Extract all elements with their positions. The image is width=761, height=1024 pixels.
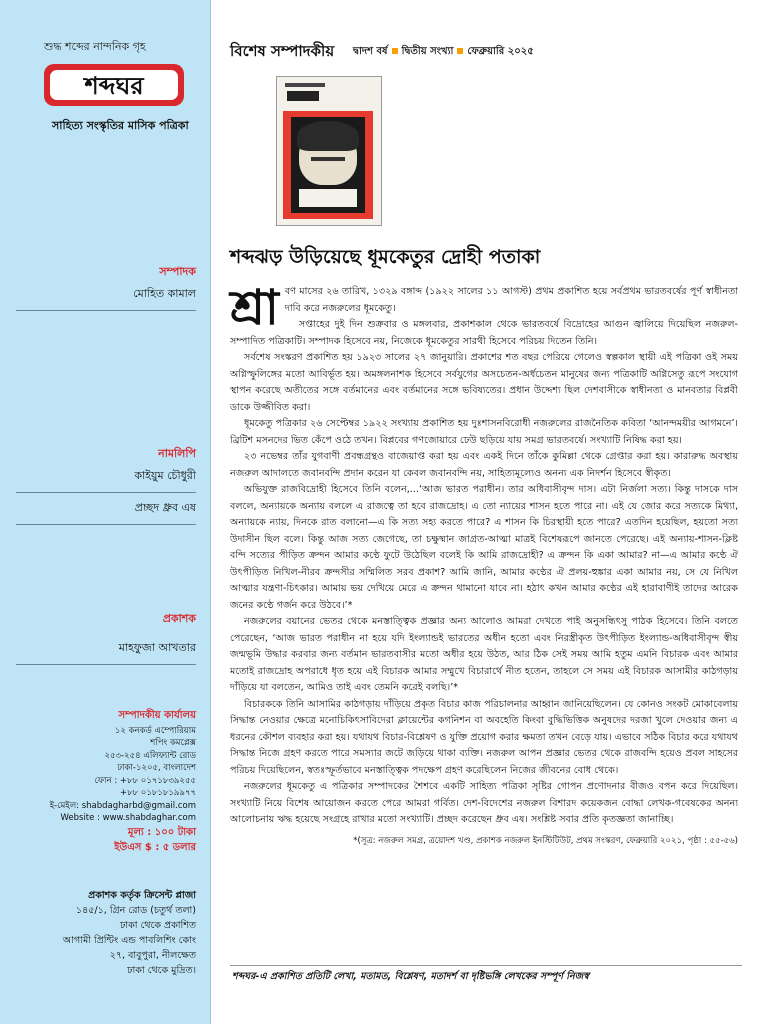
pub-line: ঢাকা থেকে মুদ্রিত। bbox=[127, 965, 196, 976]
office-line: শপিং কমপ্লেক্স bbox=[150, 738, 196, 748]
article-paragraph: সপ্তাহের দুই দিন শুক্রবার ও মঙ্গলবার, প্রকাশকাল থেকে ভারতবর্ষে বিদ্রোহের আগুন জ্বালিয়ে দিয়েছিল নজরুল-সম্পাদিত পত্রিকাটি। সম্পাদক হিসেবে নয়, নিজেকে ধূমকেতুর সারথী হিসেবে পরিচয় দিতেন তিনি। bbox=[230, 319, 738, 347]
pub-line: ২৭, বাবুপুরা, নীলক্ষেত bbox=[109, 950, 196, 961]
divider bbox=[16, 492, 196, 493]
pub-line: ঢাকা থেকে প্রকাশিত bbox=[120, 920, 196, 931]
logo-text: শব্দঘর bbox=[84, 72, 144, 100]
sidebar-border bbox=[210, 0, 211, 1024]
editor-block bbox=[16, 263, 196, 311]
article-paragraph: নজরুলের ধূমকেতু এ পত্রিকার সম্পাদকের শৈশবে একটি সাহিত্য পত্রিকা সৃষ্টির গোপন প্রণোদনার বীজও বপন করে দিয়েছিল। সংখ্যাটি নিয়ে বিশেষ আয়োজন করতে পেরে আমরা গর্বিত। দেশ-বিদেশের নজরুল বিশারদ কয়েকজন বোদ্ধা লেখক-গবেষকের অনন্য আলোচনায় ঋদ্ধ হয়েছে সংগ্রহে রাখার মতো সংখ্যাটি। প্রচ্ছদ করেছেন ধ্রুব এষ। সংশ্লিষ্ট সবার প্রতি কৃতজ্ঞতা জানাচ্ছি। bbox=[230, 781, 738, 825]
cover-logo bbox=[287, 91, 319, 101]
price-usd: ইউএস $ : ৫ ডলার bbox=[114, 841, 196, 853]
cover-caption-box bbox=[299, 189, 357, 207]
office-label: সম্পাদকীয় কার্যালয় bbox=[118, 710, 196, 721]
pub-line: আগামী প্রিন্টিং এন্ড পাবলিশিং কোং bbox=[62, 935, 196, 946]
article-paragraph: ধূমকেতু পত্রিকার ২৬ সেপ্টেম্বর ১৯২২ সংখ্যায় প্রকাশিত হয় দুঃশাসনবিরোধী নজরুলের রাজনৈতিক কবিতা ‘আনন্দময়ীর আগমনে’। ব্রিটিশ মসনদের ভিত কেঁপে ওঠে তখন। বিপ্লবের গণজোয়ারে ঢেউ ছড়িয়ে যায় সমগ্র ভারতবর্ষে। সংখ্যাটি নিষিদ্ধ করা হয়। bbox=[230, 418, 738, 446]
cover-thumbnail bbox=[276, 76, 382, 226]
footer-disclaimer: শব্দঘর-এ প্রকাশিত প্রতিটি লেখা, মতামত, বিশ্লেষণ, মতাদর্শ বা দৃষ্টিভঙ্গি লেখকের সম্পূর্ণ নিজস্ব bbox=[232, 971, 589, 982]
price-local: মূল্য : ১০০ টাকা bbox=[127, 826, 196, 838]
divider bbox=[16, 524, 196, 525]
publisher-name: মাহফুজা আখতার bbox=[118, 641, 196, 654]
article-paragraph: সর্বশেষ সংস্করণ প্রকাশিত হয় ১৯২৩ সালের ২৭ জানুয়ারি। প্রকাশের শত বছর পেরিয়ে গেলেও স্বল্পকাল স্থায়ী এই পত্রিকা ওই সময় অগ্নিস্ফুলিঙ্গের মতো আবির্ভূত হয়। অমঙ্গলনাশক হিসেবে সর্বযুগের অসচেতন-অর্ধচেতন মানুষের জন্য পত্রিকাটি অগ্নিসেতু রূপে সংযোগ স্থাপন করেছে অতীতের সঙ্গে বর্তমানের এবং বর্তমানের সঙ্গে ভবিষ্যতের। প্রধান উদ্দেশ্য ছিল দেশবাসীকে স্বাধীনতা ও মানবতার বিপ্লবী ডাকে উজ্জীবিত করা। bbox=[230, 352, 738, 413]
article-paragraph: নজরুলের বয়ানের ভেতর থেকে মনস্তাত্ত্বিক প্রজ্ঞার অন্য আলোও আমরা দেখতে পাই অনুসন্ধিৎসু পাঠক হিসেবে। তিনি বলতে পেরেছেন, ‘আজ ভারত পরাধীন না হয়ে যদি ইংল্যান্ডই ভারতের অধীন হতো এবং নিরস্ত্রীকৃত উৎপীড়িত ইংল্যান্ড-অধিবাসীবৃন্দ স্বীয় জন্মভূমি উদ্ধার করবার জন্য বর্তমান ভারতবাসীর মতো অধীর হয়ে উঠত, আর ঠিক সেই সময় আমি হতুম এমনি বিচারক এবং আমার মতোই রাজদ্রোহ অপরাধে ধৃত হয়ে এই বিচারক আমার সম্মুখে বিচারার্থে নীত হতেন, তাহলে সে সময় এই বিচারক আসামীর কাঠগড়ায় দাঁড়িয়ে যা বলতেন, আমিও তাই এবং তেমনি করেই বলছি।’* bbox=[230, 616, 738, 693]
calligraphy-block bbox=[16, 445, 196, 525]
cover-header bbox=[285, 83, 325, 87]
divider bbox=[16, 310, 196, 311]
article-paragraph: ২৩ নভেম্বর তাঁর যুগবাণী প্রবন্ধগ্রন্থও বাজেয়াপ্ত করা হয় এবং একই দিনে তাঁকে কুমিল্লা থেকে গ্রেপ্তার করা হয়। কারারুদ্ধ অবস্থায় নজরুল আদালতে জবানবন্দি প্রদান করেন যা কেবল জবানবন্দি নয়, সাহিত্যমূল্যেও অনন্য এক নিদর্শন হিসেবে স্বীকৃত। bbox=[230, 451, 738, 479]
cover-credit: প্রচ্ছদ ধ্রুব এষ bbox=[134, 501, 196, 514]
publisher-block bbox=[16, 610, 196, 665]
year-label: দ্বাদশ বর্ষ bbox=[353, 46, 388, 57]
editorial-office bbox=[50, 710, 196, 855]
footnote: *(সূত্র: নজরুল সমগ্র, ত্রয়োদশ খণ্ড, প্রকাশক নজরুল ইনস্টিটিউট, প্রথম সংস্করণ, ফেব্রুয়ারি ২০২১, পৃষ্ঠা : ৫৫-৫৬) bbox=[353, 835, 738, 846]
pub-line: প্রকাশক কর্তৃক ক্রিসেন্ট প্লাজা bbox=[88, 890, 196, 901]
editor-label: সম্পাদক bbox=[159, 265, 196, 278]
phone-line: ফোন : +৮৮ ০১৭১৮৩৯২৫৫ bbox=[94, 775, 196, 786]
issue-label: দ্বিতীয় সংখ্যা bbox=[401, 46, 454, 57]
article-paragraph: বিচারককে তিনি আসামির কাঠগড়ায় দাঁড়িয়ে প্রকৃত বিচার কাজ পরিচালনার আহ্বান জানিয়েছিলেন। যে কোনও সংকট মোকাবেলায় সিদ্ধান্ত নেওয়ার ক্ষেত্রে মনোচিকিৎসাবিদেরা ক্লায়েন্টের কগনিশন বা অবহেতি কিংবা বুদ্ধিভিত্তিক অনুষদের দরজা খুলে দেওয়ার জন্য এ ধরনের কৌশল ব্যবহার করা হয়। যথাযথ বিচার-বিশ্লেষণ ও যুক্তি প্রয়োগ করার ক্ষমতা তখন বেড়ে যায়। এভাবে সঠিক বিচার করে যথাযথ সিদ্ধান্ত নিজে গ্রহণ করতে পারে সমস্যার জটে জড়িয়ে থাকা ব্যক্তি। নজরুল আপন প্রজ্ঞার ভেতর থেকে রাজবন্দি হয়েও প্রবল সাহসের পরিচয় দিয়েছিলেন, স্বতঃস্ফূর্তভাবে মনস্তাত্ত্বিক পদক্ষেপ গ্রহণ করেছিলেন নিজের জীবনের বোধ থেকে। bbox=[230, 698, 738, 776]
calligraphy-name: কাইয়ুম চৌধুরী bbox=[134, 469, 196, 482]
bullet-icon bbox=[457, 48, 463, 54]
website-line[interactable]: Website : www.shabdaghar.com bbox=[60, 813, 196, 823]
article-paragraph: অভিযুক্ত রাজবিদ্রোহী হিসেবে তিনি বলেন,...‘আজ ভারত পরাধীন। তার অধিবাসীবৃন্দ দাস। এটা নির্জলা সত্য। কিন্তু দাসকে দাস বললে, অন্যায়কে অন্যায় বললে এ রাজত্বে তা হবে রাজদ্রোহ। এ তো ন্যায়ের শাসন হতে পারে না। এই যে জোর করে সত্যকে মিথ্যা, অন্যায়কে ন্যায়, দিনকে রাত বলানো—এ কি সত্য সহ্য করতে পারে? এ শাসন কি চিরস্থায়ী হতে পারে? এতদিন হয়েছিল, হয়তো সত্য উদাসীন ছিল বলে। কিন্তু আজ সত্য জেগেছে, তা চক্ষুষ্মান জাগ্রত-আত্মা মাত্রই বিশেষরূপে জানতে পেরেছে। এই অন্যায়-শাসন-ক্লিষ্ট বন্দি সত্যের পীড়িত ক্রন্দন আমার কণ্ঠে ফুটে উঠেছিল বলেই কি আমি রাজদ্রোহী? এ ক্রন্দন কি একা আমার? না—এ আমার কণ্ঠে ঐ উৎপীড়িত নিখিল-নীরব ক্রন্দসীর সম্মিলিত সরব প্রকাশ? আমি জানি, আমার কণ্ঠের ঐ প্রলয়-হুঙ্কার একা আমার নয়, সে যে নিখিল আত্মার যন্ত্রণা-চিৎকার। আমায় ভয় দেখিয়ে মেরে এ ক্রন্দন থামানো যাবে না। হঠাৎ কখন আমার কণ্ঠের এই হারাবাণীই তাদের আরেক জনের কণ্ঠে গর্জন করে উঠবে।’* bbox=[230, 484, 738, 611]
footer-rule bbox=[230, 965, 742, 966]
article-paragraph: শ্রা বণ মাসের ২৬ তারিখ, ১৩২৯ বঙ্গাব্দ (১৯২২ সালের ১১ আগস্ট) প্রথম প্রকাশিত হয়ে সর্বপ্রথম ভারতবর্ষের পূর্ণ স্বাধীনতা দাবি করে নজরুলের ধূমকেতু। bbox=[230, 280, 738, 336]
office-line: ঢাকা-১২০৫, বাংলাদেশ bbox=[117, 763, 196, 773]
drop-cap: শ্রা bbox=[230, 280, 279, 336]
magazine-logo bbox=[40, 58, 188, 112]
month-label: ফেব্রুয়ারি ২০২৫ bbox=[467, 46, 534, 57]
office-line: ২৫৩-২৫৪ এলিফ্যান্ট রোড bbox=[104, 750, 196, 761]
publication-info bbox=[63, 888, 196, 978]
section-title: বিশেষ সম্পাদকীয় bbox=[230, 42, 335, 60]
article-body bbox=[230, 280, 738, 849]
publisher-label: প্রকাশক bbox=[162, 612, 196, 625]
pub-line: ১৪৫/১, গ্রিন রোড (চতুর্থ তলা) bbox=[75, 905, 196, 916]
editor-name: মোহিত কামাল bbox=[133, 287, 196, 300]
calligraphy-label: নামলিপি bbox=[158, 447, 196, 460]
cover-portrait-hair bbox=[297, 121, 359, 151]
cover-portrait-eyes bbox=[311, 157, 345, 161]
divider bbox=[16, 664, 196, 665]
phone-line: +৮৮ ০১৮১৮১৯৯৭৭ bbox=[119, 788, 196, 798]
article-headline: শব্দঝড় উড়িয়েছে ধূমকেতুর দ্রোহী পতাকা bbox=[230, 246, 541, 268]
email-line[interactable]: ই-মেইল: shabdagharbd@gmail.com bbox=[49, 800, 196, 811]
masthead-tagline: শুদ্ধ শব্দের নান্দনিক গৃহ bbox=[44, 40, 146, 53]
bullet-icon bbox=[392, 48, 398, 54]
sidebar bbox=[0, 0, 210, 1024]
office-line: ১২ কনকর্ড এম্পোরিয়াম bbox=[114, 725, 196, 736]
publication-tagline: সাহিত্য সংস্কৃতির মাসিক পত্রিকা bbox=[52, 119, 189, 132]
issue-meta bbox=[353, 44, 534, 61]
